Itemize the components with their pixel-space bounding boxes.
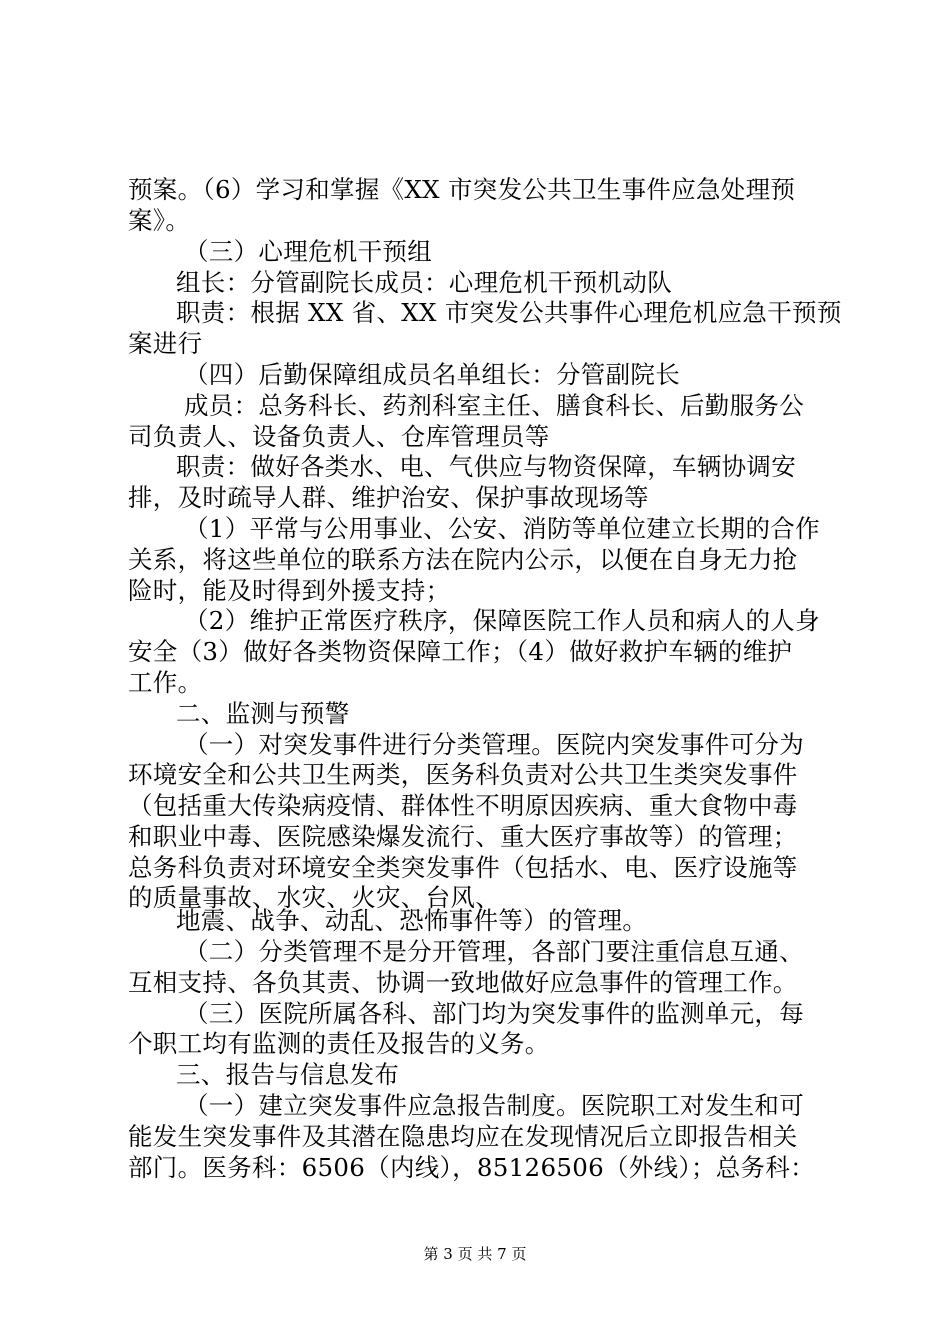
section-heading: （四）后勤保障组成员名单组长：分管副院长 — [184, 360, 680, 389]
text-line: （三）医院所属各科、部门均为突发事件的监测单元，每 — [184, 999, 804, 1028]
text-line: 和职业中毒、医院感染爆发流行、重大医疗事故等）的管理； — [128, 822, 798, 851]
text-line: （1）平常与公用事业、公安、消防等单位建立长期的合作 — [184, 514, 820, 543]
text-line: 险时，能及时得到外援支持； — [128, 576, 451, 605]
text-line: 的质量事故、水灾、火灾、台风、 — [128, 883, 500, 912]
text-line: 环境安全和公共卫生两类，医务科负责对公共卫生类突发事件 — [128, 760, 798, 789]
text-line: 案进行 — [128, 329, 203, 358]
text-line: 能发生突发事件及其潜在隐患均应在发现情况后立即报告相关 — [128, 1122, 798, 1151]
text-line: 关系，将这些单位的联系方法在院内公示，以便在自身无力抢 — [128, 545, 798, 574]
text-line: 预案。（6）学习和掌握《XX 市突发公共卫生事件应急处理预 — [128, 175, 796, 204]
section-heading: 二、监测与预警 — [176, 699, 350, 728]
text-line: 案》。 — [128, 206, 191, 235]
text-line: 安全（3）做好各类物资保障工作；（4）做好救护车辆的维护 — [128, 637, 793, 666]
text-line: 互相支持、各负其责、协调一致地做好应急事件的管理工作。 — [128, 968, 798, 997]
text-line: （一）建立突发事件应急报告制度。医院职工对发生和可 — [184, 1091, 804, 1120]
page-number-footer: 第 3 页 共 7 页 — [423, 1245, 527, 1263]
section-heading: 三、报告与信息发布 — [176, 1060, 400, 1089]
text-line: 排，及时疏导人群、维护治安、保护事故现场等 — [128, 483, 649, 512]
text-line: 司负责人、设备负责人、仓库管理员等 — [128, 422, 550, 451]
text-line: 个职工均有监测的责任及报告的义务。 — [128, 1029, 550, 1058]
text-line: 工作。 — [128, 668, 203, 697]
section-heading: （三）心理危机干预组 — [184, 237, 432, 266]
text-line: （包括重大传染病疫情、群体性不明原因疾病、重大食物中毒 — [128, 791, 798, 820]
text-line: 地震、战争、动乱、恐怖事件等）的管理。 — [176, 906, 648, 935]
text-line: （一）对突发事件进行分类管理。医院内突发事件可分为 — [184, 730, 804, 759]
text-line: 职责：根据 XX 省、XX 市突发公共事件心理危机应急干预预 — [176, 298, 842, 327]
text-line: 总务科负责对环境安全类突发事件（包括水、电、医疗设施等 — [128, 853, 798, 882]
text-line: 职责：做好各类水、电、气供应与物资保障，车辆协调安 — [176, 452, 796, 481]
text-line: 部门。医务科：6506（内线），85126506（外线）；总务科： — [128, 1153, 815, 1182]
text-line: （二）分类管理不是分开管理，各部门要注重信息互通、 — [184, 937, 804, 966]
text-line: 成员：总务科长、药剂科室主任、膳食科长、后勤服务公 — [184, 391, 804, 420]
text-line: （2）维护正常医疗秩序，保障医院工作人员和病人的人身 — [184, 606, 820, 635]
text-line: 组长：分管副院长成员：心理危机干预机动队 — [176, 268, 672, 297]
